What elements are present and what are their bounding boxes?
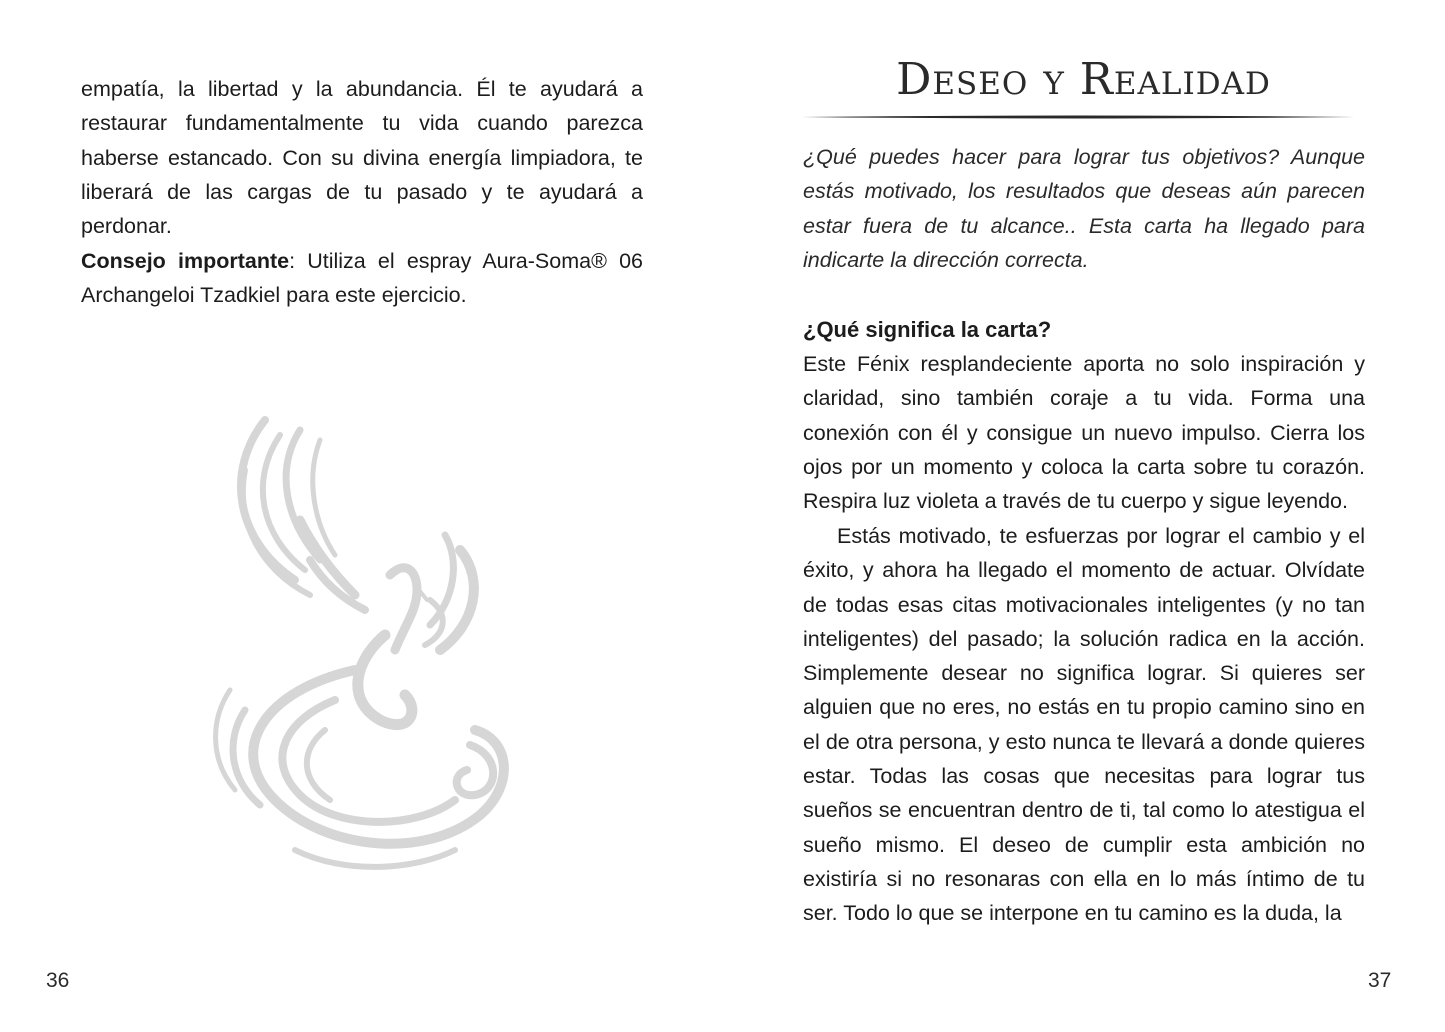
right-paragraph-1: Este Fénix resplandeciente aporta no solo inspiración y claridad, sino también coraje a tu vida. Forma una conexión con él y consigue un nuevo impulso. Cierra los ojos por un momento y coloca la carta sobre tu corazón. Respira luz violeta a través de tu cuerpo y sigue leyendo. [803, 352, 1365, 514]
page-number: 36 [46, 969, 70, 992]
left-paragraph-1: empatía, la libertad y la abundancia. Él te ayudará a restaurar fundamentalmente tu vida cuando parezca haberse estancado. Con su divina energía limpiadora, te liberará de las cargas de tu pasado y te ayudará a perdonar. [81, 77, 643, 239]
intro-paragraph: ¿Qué puedes hacer para lograr tus objetivos? Aunque estás motivado, los resultados que deseas aún parecen estar fuera de tu alcance.. Esta carta ha llegado para indicarte la dirección correcta. [803, 145, 1365, 272]
right-page [722, 0, 1445, 1032]
chapter-title: Deseo y Realidad [896, 54, 1271, 105]
tip-label: Consejo importante [81, 249, 290, 273]
phoenix-illustration-icon [205, 410, 535, 880]
left-page [0, 0, 722, 1032]
important-tip [81, 244, 643, 313]
title-underline [802, 115, 1355, 119]
tip-text: : Utiliza el espray Aura-Soma® 06 Archangeloi Tzadkiel para este ejercicio. [81, 249, 643, 308]
section-heading: ¿Qué significa la carta? [803, 317, 1052, 342]
right-paragraph-2: Estás motivado, te esfuerzas por lograr el cambio y el éxito, y ahora ha llegado el momento de actuar. Olvídate de todas esas citas motivacionales inteligentes (y no tan inteligentes) del pasado; la solución radica en la acción. Simplemente desear no significa lograr. Si quieres ser alguien que no eres, no estás en tu propio camino sino en el de otra persona, y esto nunca te llevará a donde quieres estar. Todas las cosas que necesitas para lograr tus sueños se encuentran dentro de ti, tal como lo atestigua el sueño mismo. El deseo de cumplir esta ambición no existiría si no resonaras con ella en lo más íntimo de tu ser. Todo lo que se interpone en tu camino es la duda, la [803, 524, 1365, 926]
page-number: 37 [1368, 969, 1392, 992]
